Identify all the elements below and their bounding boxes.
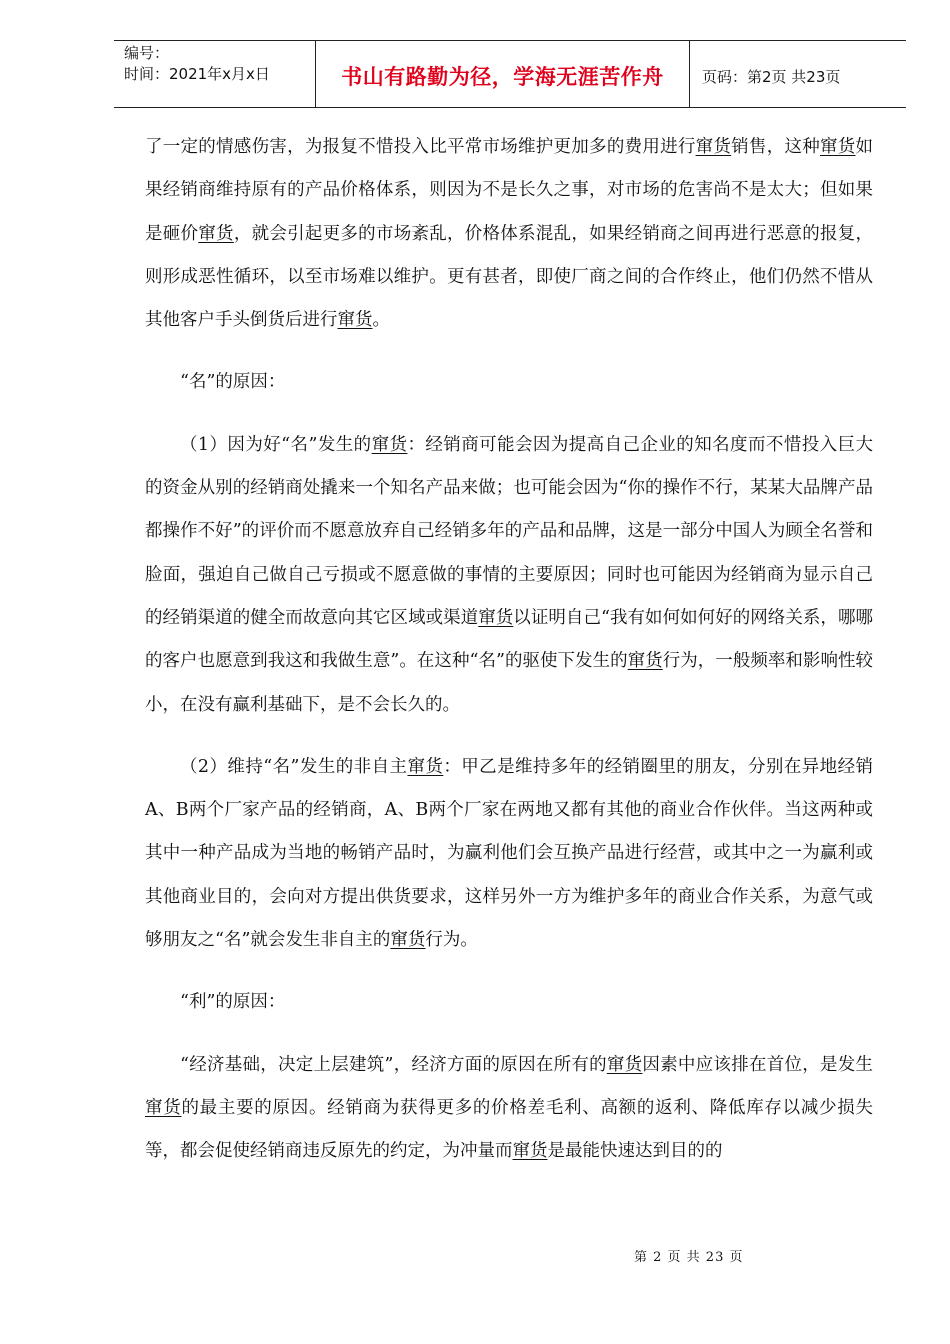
underlined-term: 窜货 [478,607,514,628]
text-run: 行为。 [425,930,478,951]
underlined-term: 窜货 [390,930,426,951]
underlined-term: 窜货 [819,137,856,157]
underlined-term: 窜货 [198,223,234,244]
paragraph [145,126,873,342]
header-page-cell [690,41,906,107]
paragraph [145,981,873,1024]
number-label: 编号： [124,44,170,62]
header-motto-cell [315,41,690,107]
text-run: 行为，一般频率和影响性较小，在没有赢利基础下，是不会长久的。 [145,651,874,715]
underlined-term: 窜货 [606,1054,643,1075]
text-run: “经济基础，决定上层建筑”，经济方面的原因在所有的 [180,1054,607,1075]
paragraph [145,1044,873,1174]
page-info: 页码：第2页 共23页 [702,67,841,86]
text-run: “名”的原因： [180,372,286,393]
text-run: 。 [372,310,390,331]
text-run: 了一定的情感伤害，为报复不惜投入比平常市场维护更加多的费用进行 [145,137,696,157]
paragraph [145,361,873,404]
text-run: 的最主要的原因。经销商为获得更多的价格差毛利、高额的返利、降低库存以减少损失等，都会促使经销商违反原先的约定，为冲量而 [145,1097,873,1162]
paragraph [145,424,873,727]
underlined-term: 窜货 [337,310,373,331]
text-run: ，就会引起更多的市场紊乱，价格体系混乱，如果经销商之间再进行恶意的报复，则形成恶性循环，以至市场难以维护。更有甚者，即使厂商之间的合作终止，他们仍然不惜从其他客户手头倒货后进行 [145,223,874,331]
text-run: 以证明自己“我有如何如何好的网络关系，哪哪的客户也愿意到我这和我做生意”。在这种“名”的驱使下发生的 [145,607,873,672]
text-run: 销售，这种 [731,137,820,157]
underlined-term: 窜货 [407,756,444,777]
page-footer: 第 2 页 共 23 页 [634,1250,744,1265]
text-run: 因素中应该排在首位，是发生 [642,1054,874,1075]
underlined-term: 窜货 [512,1141,548,1162]
text-run: （2）维持“名”发生的非自主 [180,756,408,777]
text-run: 如果经销商维持原有的产品价格体系，则因为不是长久之事，对市场的危害尚不是太大；但如果是砸价 [145,137,874,244]
header-meta-cell [114,41,315,107]
underlined-term: 窜货 [695,137,732,157]
text-run: ：甲乙是维持多年的经销圈里的朋友，分别在异地经销A、B两个厂家产品的经销商，A、B两个厂家在两地又都有其他的商业合作伙伴。当这两种或其中一种产品成为当地的畅销产品时，为赢利他们会互换产品进行经营，或其中之一为赢利或其他商业目的，会向对方提出供货要求，这样另外一方为维护多年的商业合作关系，为意气或够朋友之“名”就会发生非自主的 [145,756,874,951]
underlined-term: 窜货 [145,1097,182,1118]
text-run: 是最能快速达到目的的 [547,1141,723,1162]
text-run: ：经销商可能会因为提高自己企业的知名度而不惜投入巨大的资金从别的经销商处撬来一个知名产品来做；也可能会因为“你的操作不行，某某大品牌产品都操作不好”的评价而不愿意放弃自己经销多年的产品和品牌，这是一部分中国人为顾全名誉和脸面，强迫自己做自己亏损或不愿意做的事情的主要原因；同时也可能因为经销商为显示自己的经销渠道的健全而故意向其它区域或渠道 [145,434,874,628]
underlined-term: 窜货 [371,434,408,455]
motto-text: 书山有路勤为径，学海无涯苦作舟 [341,65,664,89]
underlined-term: 窜货 [627,651,663,672]
text-run: “利”的原因： [180,992,286,1013]
document-body [145,126,873,1174]
paragraph [145,746,873,962]
text-run: （1）因为好“名”发生的 [180,434,372,455]
time-label: 时间：2021年x月x日 [124,65,270,83]
page-header [114,40,906,108]
